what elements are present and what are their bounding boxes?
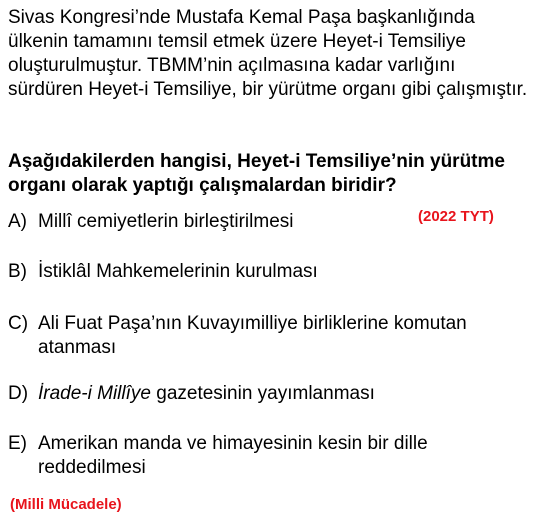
option-letter: A) [8,211,27,232]
option-letter: E) [8,433,27,454]
option-letter: D) [8,383,29,404]
option-text: Ali Fuat Paşa’nın Kuvayımilliye birliklerine komutan atanması [38,313,467,358]
option-text: Amerikan manda ve himayesinin kesin bir dille reddedilmesi [38,433,428,478]
question-passage: Sivas Kongresi’nde Mustafa Kemal Paşa başkanlığında ülkenin tamamını temsil etmek üzere Heyet-i Temsiliye oluşturulmuştur. TBMM’nin açılmasına kadar varlığını sürdüren Heyet-i Temsiliye, bir yürütme organı gibi çalışmıştır. [8,7,528,100]
answer-option-a[interactable] [8,210,528,234]
answer-option-e[interactable] [8,432,528,480]
answer-option-c[interactable] [8,312,528,360]
exam-year-tag: (2022 TYT) [418,208,494,225]
option-text: Millî cemiyetlerin birleştirilmesi [38,211,294,232]
question-stem: Aşağıdakilerden hangisi, Heyet-i Temsiliye’nin yürütme organı olarak yaptığı çalışmalardan biridir? [8,151,505,196]
option-text: İstiklâl Mahkemelerinin kurulması [38,261,318,282]
newspaper-name: İrade-i Millîye [38,383,151,404]
option-letter: B) [8,261,27,282]
option-text-rest: gazetesinin yayımlanması [150,383,375,404]
answer-option-b[interactable] [8,260,528,284]
topic-tag: (Milli Mücadele) [10,496,122,513]
option-letter: C) [8,313,29,334]
answer-option-d[interactable] [8,382,528,406]
option-text [38,382,528,406]
